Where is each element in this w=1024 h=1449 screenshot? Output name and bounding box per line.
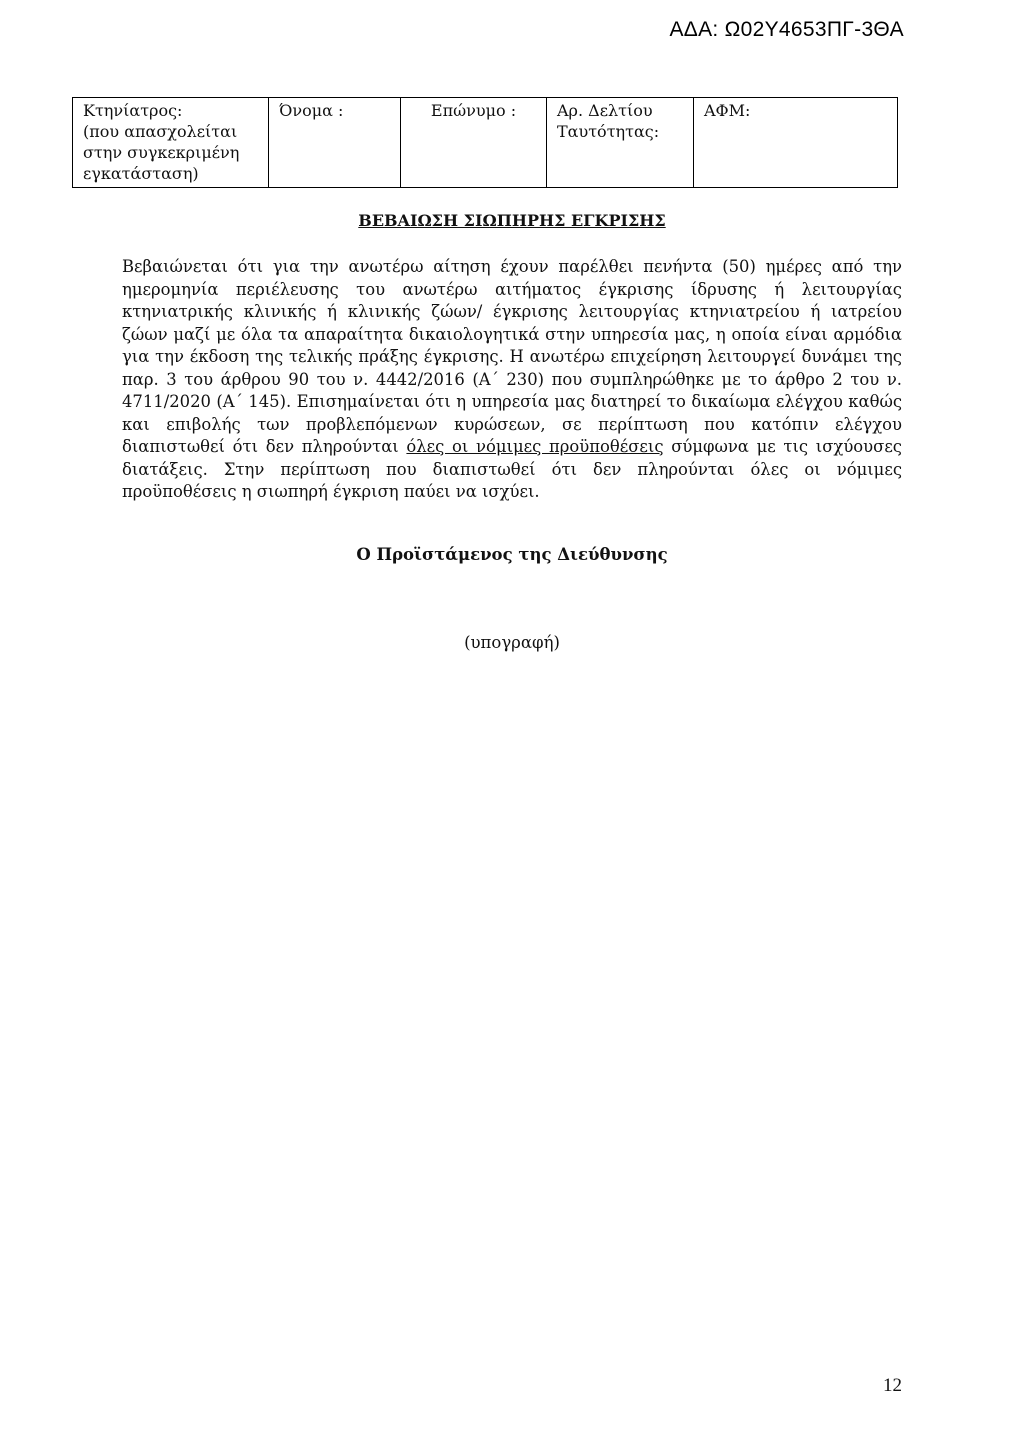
signer-title: Ο Προϊστάμενος της Διεύθυνσης (356, 545, 668, 564)
certification-paragraph (122, 256, 902, 504)
page-number: 12 (883, 1375, 902, 1396)
id-card-label: Ταυτότητας: (557, 122, 660, 141)
table-row (73, 98, 898, 188)
id-card-label: Αρ. Δελτίου (557, 101, 653, 120)
tax-id-cell[interactable] (694, 98, 898, 188)
signature-placeholder: (υπογραφή) (464, 633, 560, 652)
name-cell[interactable] (269, 98, 401, 188)
veterinarian-label: Κτηνίατρος: (83, 101, 183, 120)
surname-cell[interactable] (401, 98, 547, 188)
veterinarian-label-note: στην συγκεκριμένη (83, 143, 240, 162)
veterinarian-label-note: εγκατάσταση) (83, 164, 199, 183)
veterinarian-label-note: (που απασχολείται (83, 122, 238, 141)
veterinarian-label-cell (73, 98, 269, 188)
document-heading: ΒΕΒΑΙΩΣΗ ΣΙΩΠΗΡΗΣ ΕΓΚΡΙΣΗΣ (358, 211, 666, 230)
ada-code: ΑΔΑ: Ω02Υ4653ΠΓ-3ΘΑ (669, 18, 904, 41)
underlined-text: όλες οι νόμιμες προϋποθέσεις (406, 437, 664, 456)
paragraph-text: σύμφωνα με τις ισχύουσες διατάξεις. Στην περίπτωση που διαπιστωθεί ότι δεν πληρούνται όλες οι νόμιμες προϋποθέσεις η σιωπηρή έγκριση παύει να ισχύει. (122, 437, 902, 501)
veterinarian-info-table (72, 97, 898, 188)
surname-label: Επώνυμο : (430, 101, 517, 120)
paragraph-text: Βεβαιώνεται ότι για την ανωτέρω αίτηση έχουν παρέλθει πενήντα (50) ημέρες από την ημερομηνία περιέλευσης του ανωτέρω αιτήματος έγκρισης ίδρυσης ή λειτουργίας κτηνιατρικής κλινικής ή κλινικής ζώων/ έγκρισης λειτουργίας κτηνιατρείου ή ιατρείου ζώων μαζί με όλα τα απαραίτητα δικαιολογητικά στην υπηρεσία μας, η οποία είναι αρμόδια για την έκδοση της τελικής πράξης έγκρισης. Η ανωτέρω επιχείρηση λειτουργεί δυνάμει της παρ. 3 του άρθρου 90 του ν. 4442/2016 (Α΄ 230) που συμπληρώθηκε με το άρθρο 2 του ν. 4711/2020 (Α΄ 145). Επισημαίνεται ότι η υπηρεσία μας διατηρεί το δικαίωμα ελέγχου καθώς και επιβολής των προβλεπόμενων κυρώσεων, σε περίπτωση που κατόπιν ελέγχου διαπιστωθεί ότι δεν πληρούνται (122, 257, 902, 456)
name-label: Όνομα : (279, 101, 344, 120)
tax-id-label: ΑΦΜ: (704, 101, 751, 120)
id-card-cell[interactable] (547, 98, 694, 188)
